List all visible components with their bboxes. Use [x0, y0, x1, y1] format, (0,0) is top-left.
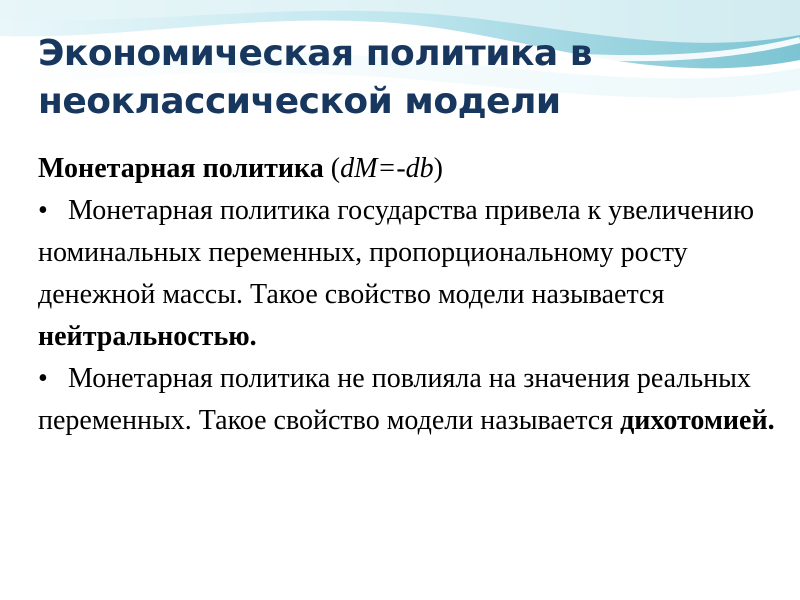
slide-body — [38, 148, 778, 442]
title-line-2: неоклассической модели — [38, 81, 561, 122]
subheading — [38, 148, 778, 190]
bullet-item-2 — [38, 358, 778, 442]
bullet-2-emphasis: дихотомией. — [620, 405, 775, 436]
bullet-1-emphasis: нейтральностью. — [38, 321, 257, 352]
bullet-1-text: Монетарная политика государства привела к увеличению номинальных переменных, пропорциональному росту денежной массы. Такое свойство модели называется — [38, 195, 754, 310]
formula: dM=-db — [340, 153, 434, 184]
bullet-icon: • — [38, 363, 48, 394]
bullet-2-text: Монетарная политика не повлияла на значения реальных переменных. Такое свойство модели называется — [38, 363, 751, 436]
title-line-1: Экономическая политика в — [38, 33, 593, 74]
slide-title — [38, 30, 778, 126]
subheading-label: Монетарная политика — [38, 153, 324, 184]
bullet-item-1 — [38, 190, 778, 358]
subheading-open-paren: ( — [323, 153, 341, 184]
subheading-close-paren: ) — [433, 153, 443, 184]
bullet-icon: • — [38, 195, 48, 226]
